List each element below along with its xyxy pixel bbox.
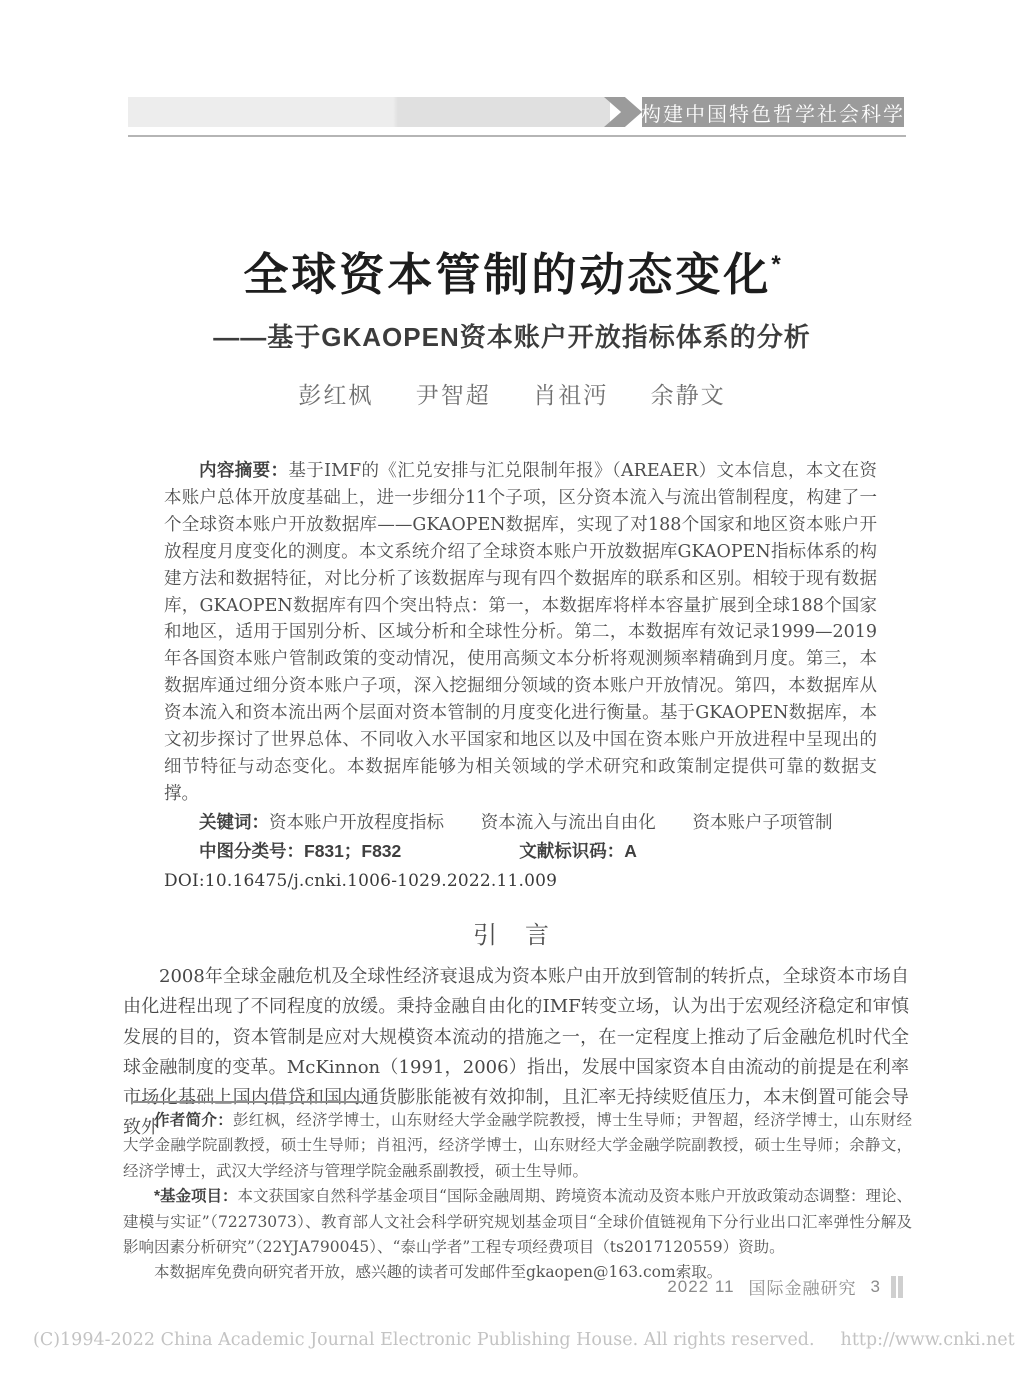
keyword: 资本账户开放程度指标 (269, 812, 444, 833)
doi: DOI:10.16475/j.cnki.1006-1029.2022.11.009 (164, 870, 558, 891)
page-number: 3 (870, 1276, 881, 1296)
funding-label: *基金项目： (154, 1188, 238, 1206)
page-edge-bars-icon (891, 1276, 903, 1298)
cnki-copyright (33, 1330, 1015, 1350)
banner-gray-bar (128, 97, 610, 127)
issue-number: 2022 11 (667, 1276, 735, 1296)
journal-name: 国际金融研究 (748, 1279, 857, 1298)
classification-line (164, 838, 877, 866)
title-asterisk: * (771, 251, 781, 278)
author-bio-label: 作者简介： (154, 1112, 233, 1129)
title-block (0, 238, 1024, 354)
keyword: 资本账户子项管制 (692, 812, 833, 833)
abstract-block (164, 457, 877, 895)
abstract-paragraph (164, 457, 877, 808)
doc-code-label: 文献标识码： (519, 840, 625, 861)
section-heading-introduction: 引 言 (473, 922, 551, 949)
author-bio-footnote (123, 1108, 912, 1184)
article-title-text: 全球资本管制的动态变化 (243, 249, 772, 300)
author-name: 余静文 (650, 382, 726, 408)
author-name: 尹智超 (415, 382, 491, 408)
author-list (0, 377, 1024, 410)
page-footer (667, 1274, 903, 1299)
keywords-label: 关键词： (199, 811, 269, 832)
keywords-line (164, 809, 877, 837)
footnotes (123, 1108, 912, 1286)
cnki-url: http://www.cnki.net (840, 1330, 1015, 1350)
author-name: 肖祖沔 (533, 382, 609, 408)
doc-code-value: A (624, 840, 637, 861)
abstract-text: 基于IMF的《汇兑安排与汇兑限制年报》（AREAER）文本信息，本文在资本账户总体开放度基础上，进一步细分11个子项，区分资本流入与流出管制程度，构建了一个全球资本账户开放数据库——GKAOPEN数据库，实现了对188个国家和地区资本账户开放程度月度变化的测度。本文系统介绍了全球资本账户开放数据库GKAOPEN指标体系的构建方法和数据特征，对比分析了该数据库与现有四个数据库的联系和区别。相较于现有数据库，GKAOPEN数据库有四个突出特点：第一，本数据库将样本容量扩展到全球188个国家和地区，适用于国别分析、区域分析和全球性分析。第二，本数据库有效记录1999—2019年各国资本账户管制政策的变动情况，使用高频文本分析将观测频率精确到月度。第三，本数据库通过细分资本账户子项，深入挖掘细分领域的资本账户开放情况。第四，本数据库从资本流入和资本流出两个层面对资本管制的月度变化进行衡量。基于GKAOPEN数据库，本文初步探讨了世界总体、不同收入水平国家和地区以及中国在资本账户开放进程中呈现出的细节特征与动态变化。本数据库能够为相关领域的学术研究和政策制定提供可靠的数据支撑。 (164, 461, 878, 804)
article-title (0, 238, 1024, 303)
funding-footnote (123, 1184, 912, 1260)
introduction-paragraph: 2008年全球金融危机及全球性经济衰退成为资本账户由开放到管制的转折点，全球资本市场自由化进程出现了不同程度的放缓。秉持金融自由化的IMF转变立场，认为出于宏观经济稳定和审慎发展的目的，资本管制是应对大规模资本流动的措施之一，在一定程度上推动了后金融危机时代全球金融制度的变革。McKinnon（1991，2006）指出，发展中国家资本自由流动的前提是在利率市场化基础上国内借贷和国内通货膨胀能被有效抑制，且汇率无持续贬值压力，本末倒置可能会导致外 (123, 966, 909, 1139)
data-access-footnote: 本数据库免费向研究者开放，感兴趣的读者可发邮件至gkaopen@163.com索取。 (154, 1263, 723, 1282)
banner-slogan: 构建中国特色哲学社会科学 (642, 97, 904, 127)
footnote-separator (133, 1101, 362, 1103)
banner-divider (128, 135, 906, 137)
copyright-text: (C)1994-2022 China Academic Journal Electronic Publishing House. All rights reserved. (33, 1330, 815, 1350)
funding-text: 本文获国家自然科学基金项目“国际金融周期、跨境资本流动及资本账户开放政策动态调整：理论、建模与实证”（72273073）、教育部人文社会科学研究规划基金项目“全球价值链视角下分行业出口汇率弹性分解及影响因素分析研究”（22YJA790045）、“泰山学者”工程专项经费项目（ts2017120559）资助。 (123, 1187, 912, 1257)
author-name: 彭红枫 (298, 382, 374, 408)
clc-label: 中图分类号： (199, 840, 304, 861)
keyword: 资本流入与流出自由化 (480, 812, 656, 833)
clc-value: F831；F832 (304, 840, 402, 861)
author-bio-text: 彭红枫，经济学博士，山东财经大学金融学院教授，博士生导师；尹智超，经济学博士，山东财经大学金融学院副教授，硕士生导师；肖祖沔，经济学博士，山东财经大学金融学院副教授，硕士生导师；余静文，经济学博士，武汉大学经济与管理学院金融系副教授，硕士生导师。 (123, 1111, 912, 1180)
top-banner (128, 97, 904, 127)
article-subtitle: ——基于GKAOPEN资本账户开放指标体系的分析 (213, 322, 811, 352)
abstract-label: 内容摘要： (199, 460, 289, 480)
